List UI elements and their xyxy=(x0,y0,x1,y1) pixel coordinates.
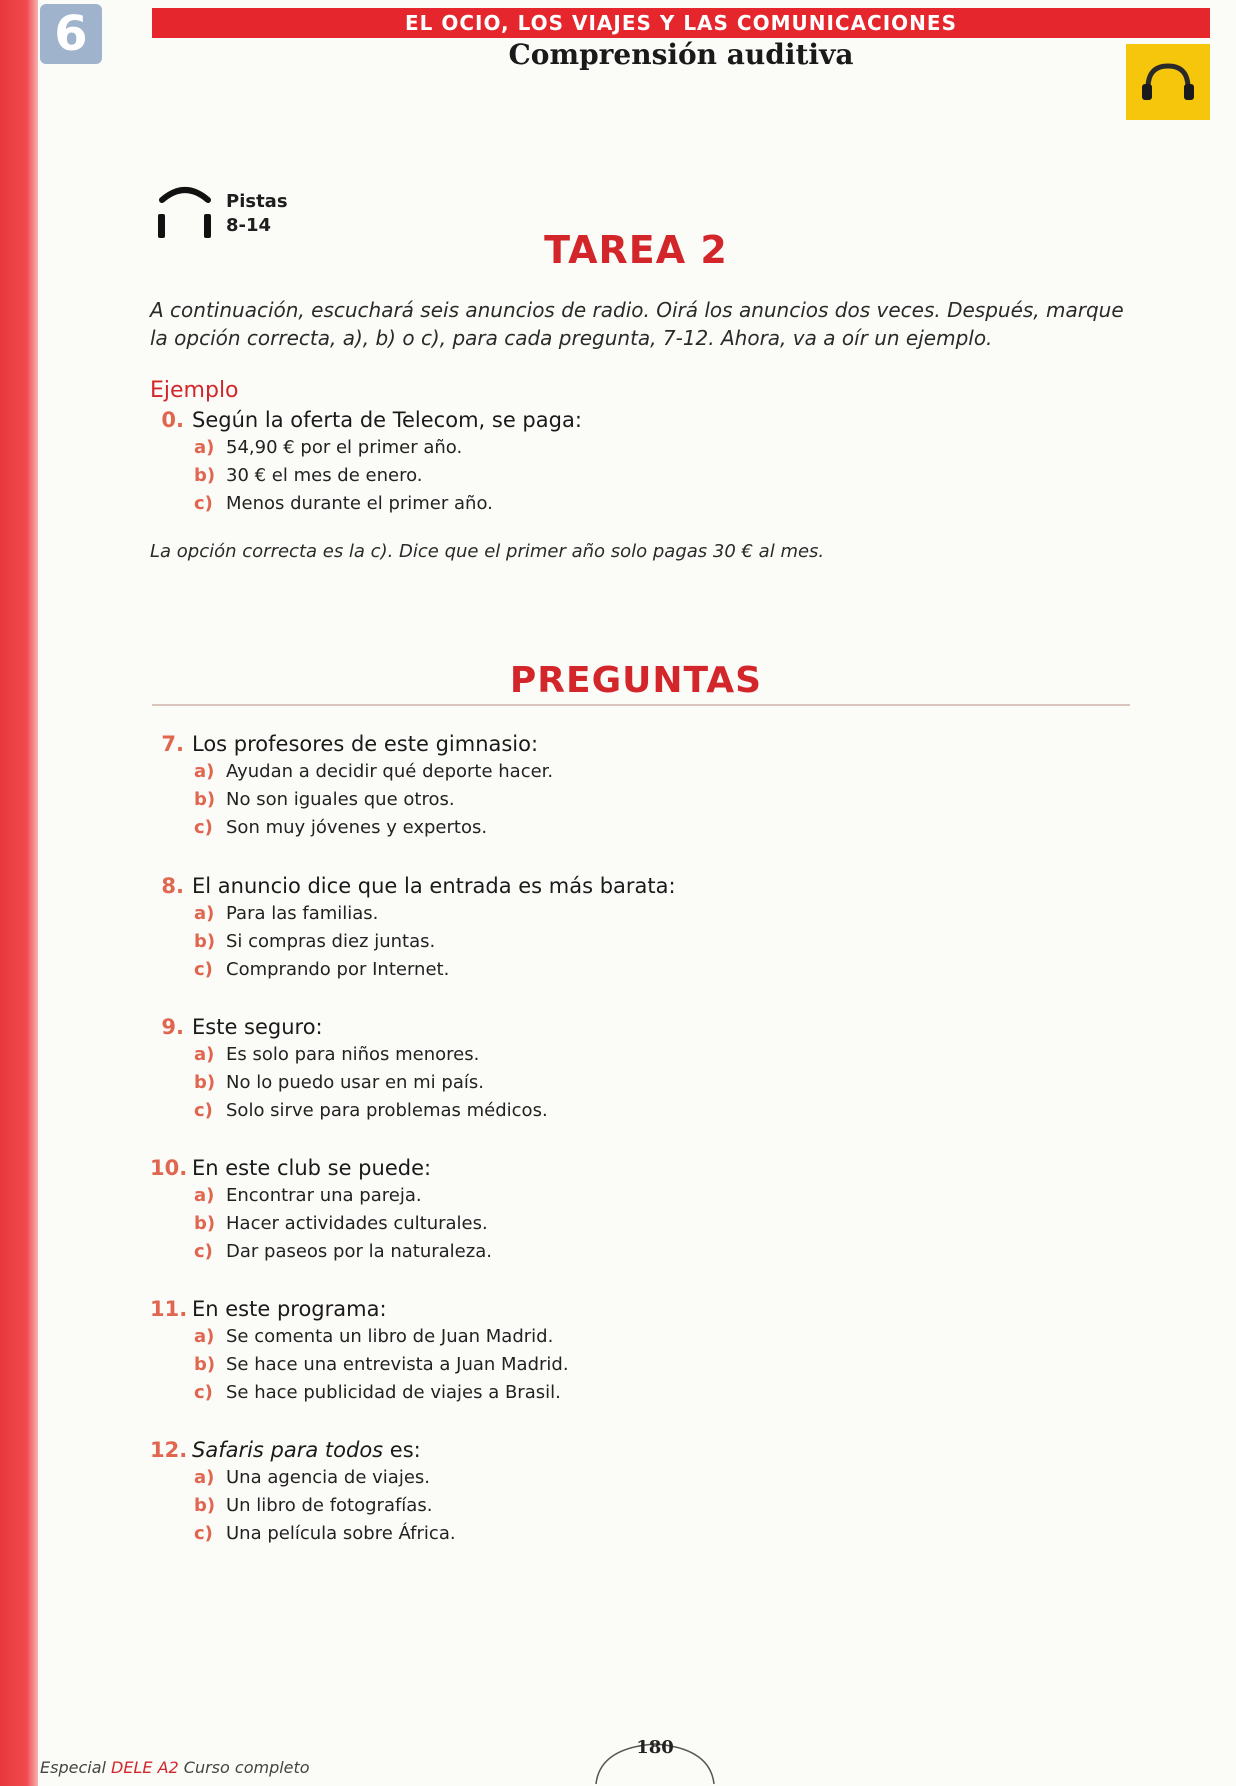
option-item xyxy=(150,956,1110,984)
option-item xyxy=(150,490,1110,518)
option-item xyxy=(150,1238,1110,1266)
option-text: Ayudan a decidir qué deporte hacer. xyxy=(226,761,554,782)
option-letter: a) xyxy=(194,761,215,782)
chapter-badge xyxy=(40,4,102,64)
question-text: Los profesores de este gimnasio: xyxy=(192,732,539,756)
question-text xyxy=(192,1436,421,1464)
task-title: TAREA 2 xyxy=(544,228,728,272)
option-item xyxy=(150,1182,1110,1210)
question-number: 10. xyxy=(150,1156,188,1180)
option-item xyxy=(150,1323,1110,1351)
question-number: 0. xyxy=(161,408,184,432)
option-text: Se comenta un libro de Juan Madrid. xyxy=(226,1326,554,1347)
tracks-label-text: Pistas xyxy=(226,191,288,212)
option-text: Comprando por Internet. xyxy=(226,959,450,980)
option-letter: c) xyxy=(194,817,213,838)
example-question xyxy=(150,406,1110,518)
headphones-section-icon xyxy=(1126,44,1210,120)
footer-suffix: Curso completo xyxy=(178,1758,310,1777)
option-text: Solo sirve para problemas médicos. xyxy=(226,1100,548,1121)
option-letter: c) xyxy=(194,1382,213,1403)
option-text: Para las familias. xyxy=(226,903,379,924)
option-text: Se hace una entrevista a Juan Madrid. xyxy=(226,1354,569,1375)
example-answer-note: La opción correcta es la c). Dice que el primer año solo pagas 30 € al mes. xyxy=(150,541,825,562)
option-letter: b) xyxy=(194,1213,216,1234)
question-title-italic: Safaris para todos xyxy=(192,1438,384,1462)
question-9 xyxy=(150,1013,1110,1125)
question-text: Según la oferta de Telecom, se paga: xyxy=(192,408,582,432)
option-letter: a) xyxy=(194,1185,215,1206)
footer-brand: DELE A2 xyxy=(111,1758,179,1777)
page-number: 180 xyxy=(636,1737,674,1758)
question-number: 12. xyxy=(150,1438,188,1462)
option-item xyxy=(150,900,1110,928)
option-letter: c) xyxy=(194,959,213,980)
tracks-range: 8-14 xyxy=(226,215,272,236)
question-number: 11. xyxy=(150,1297,188,1321)
option-text: Son muy jóvenes y expertos. xyxy=(226,817,488,838)
option-text: Se hace publicidad de viajes a Brasil. xyxy=(226,1382,561,1403)
option-letter: c) xyxy=(194,1523,213,1544)
option-letter: b) xyxy=(194,465,216,486)
option-letter: a) xyxy=(194,1326,215,1347)
option-letter: b) xyxy=(194,1495,216,1516)
option-item xyxy=(150,1492,1110,1520)
option-text: Menos durante el primer año. xyxy=(226,493,493,514)
option-text: No lo puedo usar en mi país. xyxy=(226,1072,484,1093)
option-item xyxy=(150,1464,1110,1492)
option-text: Una agencia de viajes. xyxy=(226,1467,431,1488)
question-text: En este club se puede: xyxy=(192,1156,432,1180)
option-text: Una película sobre África. xyxy=(226,1523,456,1544)
option-text: Si compras diez juntas. xyxy=(226,931,436,952)
section-title: Comprensión auditiva xyxy=(508,38,854,71)
option-item xyxy=(150,434,1110,462)
option-letter: c) xyxy=(194,493,213,514)
option-item xyxy=(150,462,1110,490)
option-letter: b) xyxy=(194,1354,216,1375)
option-item xyxy=(150,814,1110,842)
question-text: El anuncio dice que la entrada es más barata: xyxy=(192,874,676,898)
option-item xyxy=(150,1379,1110,1407)
option-letter: a) xyxy=(194,437,215,458)
option-item xyxy=(150,758,1110,786)
questions-divider xyxy=(152,704,1130,706)
option-item xyxy=(150,1041,1110,1069)
chapter-banner xyxy=(152,8,1210,38)
headphones-icon xyxy=(1126,44,1210,120)
option-text: 54,90 € por el primer año. xyxy=(226,437,463,458)
task-instructions: A continuación, escuchará seis anuncios de radio. Oirá los anuncios dos veces. Después, marque la opción correcta, a), b) o c), para cada pregunta, 7-12. Ahora, va a oír un ejemplo. xyxy=(150,298,1124,350)
chapter-number: 6 xyxy=(54,6,88,62)
question-number: 8. xyxy=(161,874,184,898)
question-11 xyxy=(150,1295,1110,1407)
option-text: Hacer actividades culturales. xyxy=(226,1213,488,1234)
footer-book-title xyxy=(40,1758,310,1777)
option-item xyxy=(150,1351,1110,1379)
question-number: 7. xyxy=(161,732,184,756)
option-text: No son iguales que otros. xyxy=(226,789,455,810)
question-12 xyxy=(150,1436,1110,1548)
option-letter: c) xyxy=(194,1241,213,1262)
option-item xyxy=(150,1069,1110,1097)
option-letter: b) xyxy=(194,789,216,810)
option-item xyxy=(150,1210,1110,1238)
option-item xyxy=(150,928,1110,956)
option-item xyxy=(150,786,1110,814)
option-letter: c) xyxy=(194,1100,213,1121)
option-text: Es solo para niños menores. xyxy=(226,1044,480,1065)
option-letter: a) xyxy=(194,1044,215,1065)
question-text: Este seguro: xyxy=(192,1015,323,1039)
option-letter: b) xyxy=(194,931,216,952)
question-7 xyxy=(150,730,1110,842)
question-text: En este programa: xyxy=(192,1297,387,1321)
question-10 xyxy=(150,1154,1110,1266)
option-letter: a) xyxy=(194,903,215,924)
option-item xyxy=(150,1097,1110,1125)
option-text: 30 € el mes de enero. xyxy=(226,465,423,486)
option-text: Un libro de fotografías. xyxy=(226,1495,433,1516)
option-text: Dar paseos por la naturaleza. xyxy=(226,1241,492,1262)
option-text: Encontrar una pareja. xyxy=(226,1185,422,1206)
option-letter: a) xyxy=(194,1467,215,1488)
question-text-rest: es: xyxy=(383,1438,421,1462)
question-number: 9. xyxy=(161,1015,184,1039)
question-8 xyxy=(150,872,1110,984)
questions-heading: PREGUNTAS xyxy=(509,660,763,701)
chapter-banner-text: EL OCIO, LOS VIAJES Y LAS COMUNICACIONES xyxy=(404,11,957,35)
option-letter: b) xyxy=(194,1072,216,1093)
option-item xyxy=(150,1520,1110,1548)
footer-prefix: Especial xyxy=(40,1758,112,1777)
example-heading: Ejemplo xyxy=(150,378,239,403)
